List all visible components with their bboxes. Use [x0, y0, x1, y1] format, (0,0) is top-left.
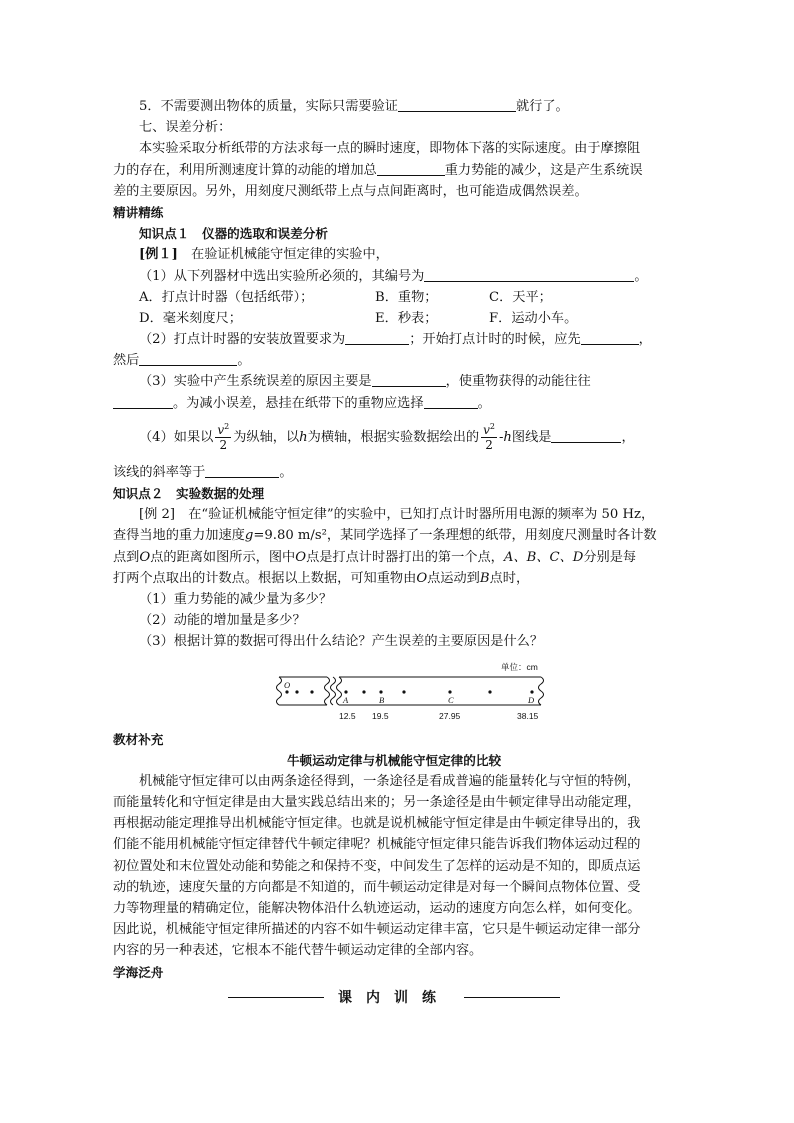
- blank[interactable]: [424, 267, 634, 282]
- option-f: F．运动小车。: [489, 310, 578, 326]
- blank[interactable]: [113, 394, 173, 409]
- example-2-q1: （1）重力势能的减少量为多少？: [139, 591, 333, 607]
- example-2-line: 查得当地的重力加速度g=9.80 m/s²，某同学选择了一条理想的纸带，用刻度尺测量时各计数: [113, 528, 657, 544]
- label-c: C: [448, 694, 454, 705]
- example-1-q4: （4）如果以 $\frac{v^2}{2}$ 为纵轴，以h为横轴，根据实验数据绘出的 $\frac{v^2}{2}$ -h图线是 ，: [139, 422, 635, 453]
- class-training-title: 课内训练: [338, 989, 450, 1006]
- example-1-stem: [例１] 在验证机械能守恒定律的实验中，: [139, 247, 389, 263]
- distance-a: 12.5: [339, 710, 356, 721]
- point-o-label: O: [284, 679, 291, 690]
- tape-dot: [402, 690, 405, 693]
- example-2-line: [例 2] 在“验证机械能守恒定律”的实验中，已知打点计时器所用电源的频率为 50 Hz，: [139, 507, 655, 523]
- section-heading: 教材补充: [113, 731, 164, 747]
- paper-tape-figure: [113, 657, 675, 729]
- label-b: B: [379, 694, 385, 705]
- example-2-q2: （2）动能的增加量是多少？: [139, 613, 306, 629]
- paper-tape-diagram: [113, 657, 675, 729]
- tape-dot: [295, 690, 298, 693]
- distance-b: 19.5: [372, 710, 389, 721]
- paragraph-line: 再根据动能定理推导出机械能守恒定律。也就是说机械能守恒定律是由牛顿定律导出的，我: [113, 816, 641, 832]
- paragraph-line: 力的存在，利用所测速度计算的动能的增加总 重力势能的减少，这是产生系统误: [113, 162, 643, 178]
- paragraph-line: 机械能守恒定律可以由两条途径得到，一条途径是看成普遍的能量转化与守恒的特例，: [139, 773, 641, 789]
- blank[interactable]: [372, 372, 446, 387]
- blank[interactable]: [398, 97, 516, 112]
- paragraph-line: 差的主要原因。另外，用刻度尺测纸带上点与点间距离时，也可能造成偶然误差。: [113, 183, 588, 199]
- paragraph-line: 们能不能用机械能守恒定律替代牛顿定律呢？机械能守恒定律只能告诉我们物体运动过程的: [113, 837, 641, 853]
- example-1-q2-cont: 然后 。: [113, 353, 251, 369]
- tape-dot-a: [344, 690, 347, 693]
- paragraph-line: 而能量转化和守恒定律是由大量实践总结出来的；另一条途径是由牛顿定律导出动能定理，: [113, 795, 641, 811]
- paragraph-line: 内容的另一种表述，它根本不能代替牛顿运动定律的全部内容。: [113, 943, 483, 959]
- example-2-q3: （3）根据计算的数据可得出什么结论？产生误差的主要原因是什么？: [139, 634, 544, 650]
- blank[interactable]: [205, 463, 279, 478]
- distance-d: 38.15: [517, 710, 539, 721]
- options-row: [113, 308, 675, 329]
- knowledge-point-2-title: 知识点２ 实验数据的处理: [113, 486, 265, 501]
- section-heading: 精讲精练: [113, 204, 164, 220]
- paragraph-line: 初位置处和末位置处动能和势能之和保持不变，中间发生了怎样的运动是不知的，即质点运: [113, 858, 641, 874]
- tape-dot-b: [379, 690, 382, 693]
- tape-dot-d: [530, 690, 533, 693]
- example-2-line: 打两个点取出的计数点。根据以上数据，可知重物由O点运动到B点时，: [113, 570, 530, 586]
- tape-dot: [285, 690, 288, 693]
- blank[interactable]: [377, 161, 445, 176]
- option-c: C．天平；: [489, 289, 552, 305]
- paragraph-line: 因此说，机械能守恒定律所描述的内容不如牛顿运动定律丰富，它只是牛顿运动定律一部分: [113, 922, 641, 938]
- section-7-title: 七、误差分析：: [139, 120, 232, 136]
- document-page: [113, 96, 675, 1013]
- blank[interactable]: [139, 351, 237, 366]
- example-1-q4-cont: 该线的斜率等于 。: [113, 464, 293, 480]
- divider: [464, 997, 560, 998]
- fraction-v2-over-2: $\frac{v^2}{2}$: [217, 422, 230, 453]
- knowledge-point-1-title: 知识点１ 仪器的选取和误差分析: [139, 226, 328, 242]
- fraction-v2-over-2: $\frac{v^2}{2}$: [483, 422, 495, 453]
- label-a: A: [343, 694, 349, 705]
- blank[interactable]: [581, 330, 639, 345]
- class-training-banner: [113, 983, 675, 1013]
- blank[interactable]: [424, 394, 478, 409]
- label-d: D: [528, 694, 535, 705]
- options-row: [113, 287, 675, 308]
- option-a: A．打点计时器（包括纸带）；: [139, 289, 314, 305]
- tape-dot: [362, 690, 365, 693]
- distance-c: 27.95: [439, 710, 461, 721]
- example-1-q3: （3）实验中产生系统误差的原因主要是 ，使重物获得的动能往往: [139, 374, 591, 390]
- option-e: E．秒表；: [375, 310, 438, 326]
- example-1-q1: （1）从下列器材中选出实验所必须的，其编号为 。: [139, 268, 648, 284]
- unit-label: 单位：cm: [501, 661, 538, 672]
- tape-dot: [488, 690, 491, 693]
- paragraph-line: 力等物理量的精确定位，能解决物体沿什么轨迹运动，运动的速度方向怎么样，如何变化。: [113, 901, 641, 916]
- option-b: B．重物；: [375, 289, 438, 305]
- option-d: D．毫米刻度尺；: [139, 310, 242, 326]
- paragraph-line: 本实验采取分析纸带的方法求每一点的瞬时速度，即物体下落的实际速度。由于摩擦阻: [139, 141, 641, 157]
- item-5: 5．不需要测出物体的质量，实际只需要验证 就行了。: [139, 99, 569, 114]
- example-1-q3-cont: 。为减小误差，悬挂在纸带下的重物应选择 。: [113, 393, 675, 414]
- divider: [228, 997, 324, 998]
- section-heading: 学海泛舟: [113, 964, 164, 980]
- example-2-line: 点到O点的距离如图所示，图中O点是打点计时器打出的第一个点，A、B、C、D分别是每: [113, 549, 637, 565]
- paragraph-line: 动的轨迹，速度矢量的方向都是不知道的，而牛顿运动定律是对每一个瞬间点物体位置、受: [113, 879, 641, 895]
- tape-dot-c: [448, 690, 451, 693]
- tape-dot: [310, 690, 313, 693]
- comparison-title: 牛顿运动定律与机械能守恒定律的比较: [286, 752, 502, 768]
- blank[interactable]: [551, 428, 621, 443]
- blank[interactable]: [345, 330, 409, 345]
- example-1-q2: （2）打点计时器的安装放置要求为 ；开始打点计时的时候，应先 ，: [139, 332, 652, 348]
